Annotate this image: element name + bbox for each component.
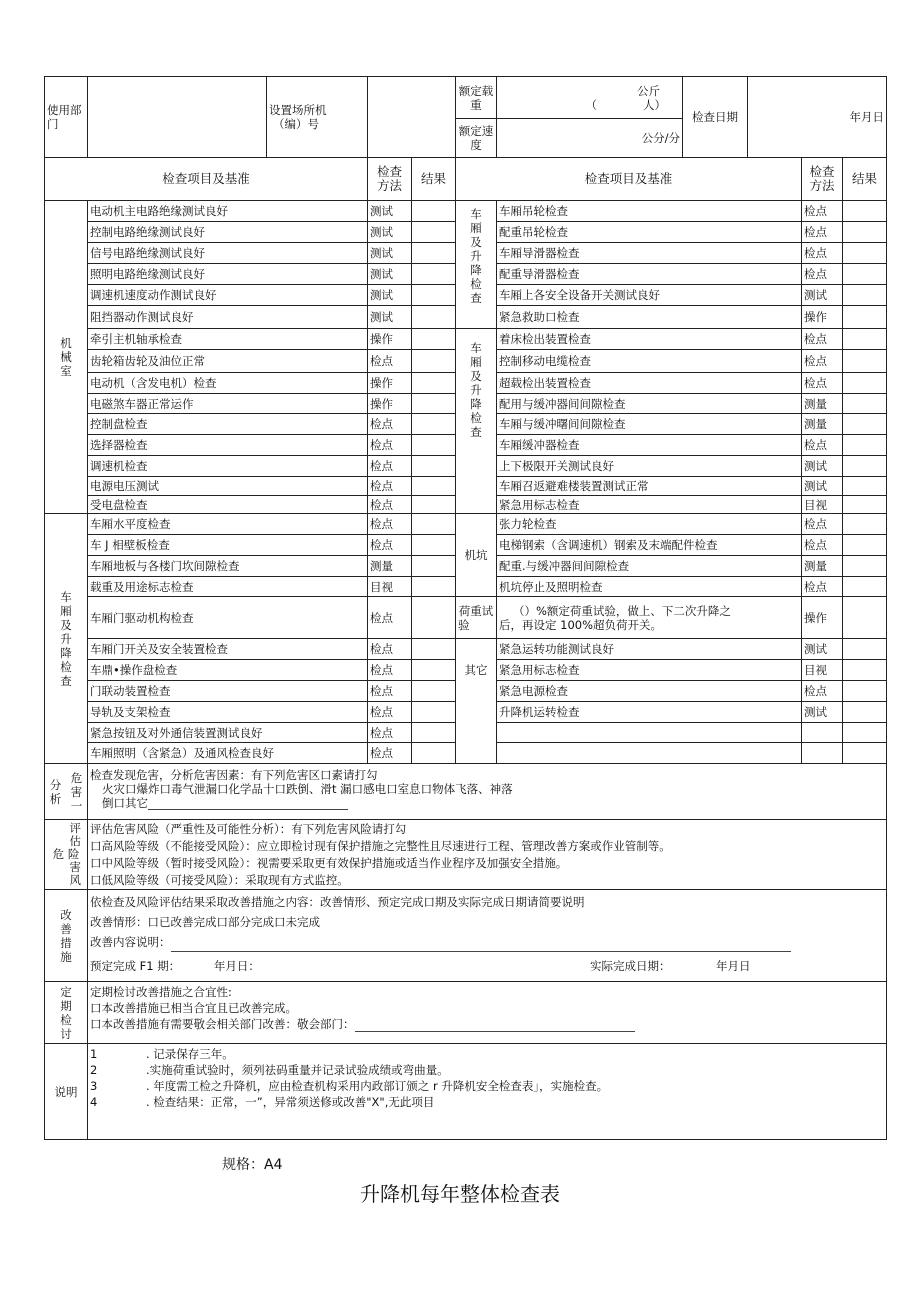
check-item: 电梯钢索（含调速机）钢索及末端配件检查 [497,535,802,556]
check-item: 车 J 相壁板检查 [88,535,368,556]
check-item: 车厢照明（含紧急）及通风检查良好 [88,743,368,764]
check-item: （）%额定荷重试验，做上、下二次升降之 后，再设定 100%超负荷开关。 [497,597,802,639]
check-method: 操作 [802,306,843,329]
check-item: 导轨及支架检查 [88,702,368,723]
column-item-left: 检查项目及基准 [45,158,368,201]
note-item: 1 . 记录保存三年。 [90,1047,234,1061]
check-item: 照明电路绝缘测试良好 [88,264,368,285]
check-item: 电磁煞车器正常运作 [88,394,368,414]
check-method [802,723,843,743]
periodic-side-label: 定 期 检 讨 [45,982,88,1044]
column-result-right: 结果 [843,158,887,201]
check-item: 机坑停止及照明检查 [497,577,802,597]
check-result[interactable] [843,681,887,702]
check-method: 目视 [802,496,843,514]
check-result[interactable] [412,639,456,660]
check-result[interactable] [412,597,456,639]
check-item: 车厢吊轮检查 [497,201,802,222]
hazard-analysis[interactable]: 检查发现危害，分析危害因素：有下列危害区口素请打勾 火灾口爆炸口毒气泄漏口化学品十口跌倒、滑t 漏口感电口室息口物体飞落、神落 倒口其它 [88,764,887,820]
check-result[interactable] [412,681,456,702]
check-item: 调速机检查 [88,456,368,477]
check-result[interactable] [412,394,456,414]
column-result-left: 结果 [412,158,456,201]
check-method: 检点 [368,681,412,702]
check-method: 检点 [802,435,843,456]
check-result[interactable] [412,414,456,435]
table-row [45,201,887,222]
group-machine-room: 机 械 室 [45,201,88,514]
check-method: 检点 [802,243,843,264]
group-car-lift: 车 厢 及 升 降 检 查 [45,514,88,764]
check-result[interactable] [843,597,887,639]
check-item: 阻挡器动作测试良好 [88,306,368,329]
check-item: 调速机速度动作测试良好 [88,285,368,306]
check-result[interactable] [412,201,456,222]
check-method: 检点 [368,496,412,514]
check-result[interactable] [843,577,887,597]
check-result[interactable] [843,285,887,306]
check-result[interactable] [843,535,887,556]
inspection-table [44,76,887,1140]
check-result[interactable] [412,535,456,556]
check-item: 紧急用标志检查 [497,496,802,514]
check-item: 车厢门开关及安全装置检查 [88,639,368,660]
check-result[interactable] [843,201,887,222]
check-result[interactable] [412,373,456,394]
check-method: 检点 [802,222,843,243]
check-method: 检点 [802,329,843,350]
rated-load-unit[interactable]: 公斤 （ 人） [497,77,683,119]
check-method: 检点 [802,577,843,597]
check-item: 紧急电源检查 [497,681,802,702]
check-item: 车厢导滑器检查 [497,243,802,264]
check-method: 检点 [802,373,843,394]
group-load-test: 荷重试 验 [456,597,497,639]
check-method: 测试 [802,702,843,723]
check-item: 紧急运转功能测试良好 [497,639,802,660]
check-item: 配重吊轮检查 [497,222,802,243]
check-item: 车厢召返避难楼装置测试正常 [497,477,802,496]
check-method: 目视 [368,577,412,597]
check-method: 检点 [368,414,412,435]
check-result[interactable] [412,329,456,350]
document-title: 升降机每年整体检查表 [360,1182,560,1206]
check-method: 测试 [802,639,843,660]
check-result[interactable] [843,496,887,514]
check-item: 车厢与缓冲曙间间隙检查 [497,414,802,435]
check-method: 测量 [802,414,843,435]
check-item: 车厢缓冲器检查 [497,435,802,456]
check-method: 操作 [368,394,412,414]
note-item: 3 . 年度需工检之升降机，应由检查机构采用内政部订颁之 r 升降机安全检查表」，实施检查。 [90,1079,609,1093]
check-result[interactable] [843,556,887,577]
check-method: 测试 [368,285,412,306]
check-result[interactable] [843,329,887,350]
check-result[interactable] [412,456,456,477]
check-method: 检点 [368,456,412,477]
check-result[interactable] [843,456,887,477]
check-result[interactable] [843,394,887,414]
check-method: 检点 [368,535,412,556]
place-input[interactable] [368,77,456,158]
check-item: 电动机（含发电机）检查 [88,373,368,394]
check-item: 张力轮检查 [497,514,802,535]
check-result[interactable] [843,350,887,373]
check-item: 门联动装置检查 [88,681,368,702]
check-result[interactable] [843,743,887,764]
check-result[interactable] [412,556,456,577]
plan-date[interactable]: 年月日： [213,959,260,973]
check-item: 紧急救助口检查 [497,306,802,329]
check-result[interactable] [843,373,887,394]
check-item: 选择器检查 [88,435,368,456]
check-result[interactable] [412,514,456,535]
rated-speed-label: 额定速 度 [456,119,497,158]
check-result[interactable] [412,496,456,514]
check-result[interactable] [843,306,887,329]
check-item: 车鼎•操作盘检查 [88,660,368,681]
check-item: 着床检出装置检查 [497,329,802,350]
rated-load-label: 额定载 重 [456,77,497,119]
column-item-right: 检查项目及基准 [456,158,802,201]
check-method: 检点 [368,702,412,723]
check-method: 测量 [802,556,843,577]
group-car-top-b: 车 厢 及 升 降 检 查 [456,329,497,514]
check-item: 控制电路绝缘测试良好 [88,222,368,243]
check-method: 检点 [802,535,843,556]
dept-label: 使用部门 [45,77,88,158]
check-method: 检点 [802,681,843,702]
check-item: 电源电压测试 [88,477,368,496]
check-result[interactable] [843,435,887,456]
note-item: 2 .实施荷重试验时，须列祛码重量并记录试验成绩或弯曲量。 [90,1063,449,1077]
check-item: 车厢门驱动机构检查 [88,597,368,639]
rated-speed-unit[interactable]: 公分/分 [497,119,683,158]
check-date-value[interactable]: 年月日 [748,77,887,158]
check-method: 测试 [368,264,412,285]
actual-date-label: 实际完成日期： [590,959,671,973]
check-method: 检点 [368,477,412,496]
check-method: 操作 [368,373,412,394]
check-method: 测试 [368,243,412,264]
check-method: 检点 [368,723,412,743]
check-result[interactable] [843,639,887,660]
check-item: 控制移动电缆检查 [497,350,802,373]
check-result[interactable] [843,477,887,496]
table-row [45,597,887,639]
check-method: 检点 [368,639,412,660]
check-method: 测试 [368,306,412,329]
check-result[interactable] [843,514,887,535]
section-car [45,514,887,764]
improvement-measures[interactable]: 依检查及风险评估结果采取改善措施之内容：改善情形、预定完成口期及实际完成日期请简要说明 改善情形：口已改善完成口部分完成口未完成 改善内容说明： 预定完成 F1 期： 年月日： 实际完成日期： 年月日 [88,890,887,982]
table-row [45,514,887,535]
check-item: 上下极限开关测试良好 [497,456,802,477]
check-result[interactable] [843,660,887,681]
check-item: 紧急用标志检查 [497,660,802,681]
periodic-review[interactable]: 定期检讨改善措施之合宜性: 口本改善措施已相当合宜且已改善完成。 口本改善措施有需要敬会相关部门改善：敬会部门： [88,982,887,1044]
check-item: 车厢上各安全设备开关测试良好 [497,285,802,306]
check-item: 车厢水平度检查 [88,514,368,535]
check-item: 齿轮箱齿轮及油位正常 [88,350,368,373]
check-item: 牵引主机轴承检查 [88,329,368,350]
check-result[interactable] [843,243,887,264]
check-item: 配用与缓冲器间间隙检查 [497,394,802,414]
check-method: 检点 [802,514,843,535]
section-machine-room [45,201,887,514]
check-method: 检点 [802,201,843,222]
column-method-left: 检查 方法 [368,158,412,201]
check-method: 检点 [368,660,412,681]
place-label: 设置场所机 （编）号 [267,77,368,158]
check-method: 检点 [368,514,412,535]
check-method: 检点 [368,743,412,764]
check-result[interactable] [843,414,887,435]
check-result[interactable] [412,723,456,743]
check-result[interactable] [412,477,456,496]
notes [88,1044,887,1140]
check-method: 测量 [368,556,412,577]
check-result[interactable] [412,350,456,373]
check-method: 测试 [368,201,412,222]
check-method: 操作 [368,329,412,350]
hazard-side-label: 分 析 危 害 一 [45,764,88,820]
check-result[interactable] [843,264,887,285]
check-method: 检点 [802,264,843,285]
check-item: 车厢地板与各楼门坎间隙检查 [88,556,368,577]
table-row [45,639,887,660]
improve-side-label: 改 善 措 施 [45,890,88,982]
check-method: 测试 [802,285,843,306]
check-item: 配重.与缓冲器间间隙检查 [497,556,802,577]
notes-label: 说明 [45,1044,88,1140]
check-result[interactable] [412,264,456,285]
actual-date[interactable]: 年月日 [716,959,751,973]
check-result[interactable] [412,285,456,306]
check-item: 控制盘检查 [88,414,368,435]
check-item: 信号电路绝缘测试良好 [88,243,368,264]
check-result[interactable] [843,222,887,243]
group-car-top-a: 车 厢 及 升 降 检 查 [456,201,497,329]
check-method: 检点 [368,435,412,456]
check-method: 检点 [802,350,843,373]
check-item: 受电盘检查 [88,496,368,514]
check-item: 配重导滑器检查 [497,264,802,285]
table-row [45,329,887,350]
group-pit: 机坑 [456,514,497,597]
check-item: 升降机运转检查 [497,702,802,723]
check-method: 测量 [802,394,843,414]
spec-label: 规格：A4 [222,1157,283,1173]
dept-input[interactable] [88,77,267,158]
plan-date-label: 预定完成 F1 期： [90,959,181,973]
risk-side-label: 评 估 危 险 害 风 [45,820,88,890]
check-method: 检点 [368,597,412,639]
check-result[interactable] [412,222,456,243]
check-result[interactable] [412,435,456,456]
check-method: 测试 [368,222,412,243]
check-item [497,723,802,743]
group-other: 其它 [456,639,497,764]
check-result[interactable] [412,243,456,264]
check-item: 载重及用途标志检查 [88,577,368,597]
note-item: 4 . 检查结果：正常，一”，异常须送修或改善"X",无此项目 [90,1095,435,1109]
check-item [497,743,802,764]
check-method: 操作 [802,597,843,639]
check-result[interactable] [412,306,456,329]
check-result[interactable] [412,743,456,764]
column-method-right: 检查 方法 [802,158,843,201]
check-result[interactable] [843,702,887,723]
check-method: 检点 [368,350,412,373]
check-method: 目视 [802,660,843,681]
check-date-label: 检查日期 [683,77,748,158]
risk-evaluation[interactable]: 评估危害风险（严重性及可能性分析）：有下列危害风险请打勾 口高风险等级（不能接受风险）：应立即检讨现有保护措施之完整性且尽速进行工程、管理改善方案或作业管制等。 口中风险等级（暂时接受风险）：视需要采取更有效保护措施或适当作业程序及加强安全措施。 口低风险等级（可接受风险）：采取现有方式监控。 [88,820,887,890]
check-method: 测试 [802,477,843,496]
check-result[interactable] [412,660,456,681]
check-result[interactable] [412,702,456,723]
check-item: 电动机主电路绝缘测试良好 [88,201,368,222]
check-method [802,743,843,764]
check-method: 测试 [802,456,843,477]
check-result[interactable] [843,723,887,743]
check-item: 紧急按钮及对外通信装置测试良好 [88,723,368,743]
check-result[interactable] [412,577,456,597]
check-item: 超载检出装置检查 [497,373,802,394]
